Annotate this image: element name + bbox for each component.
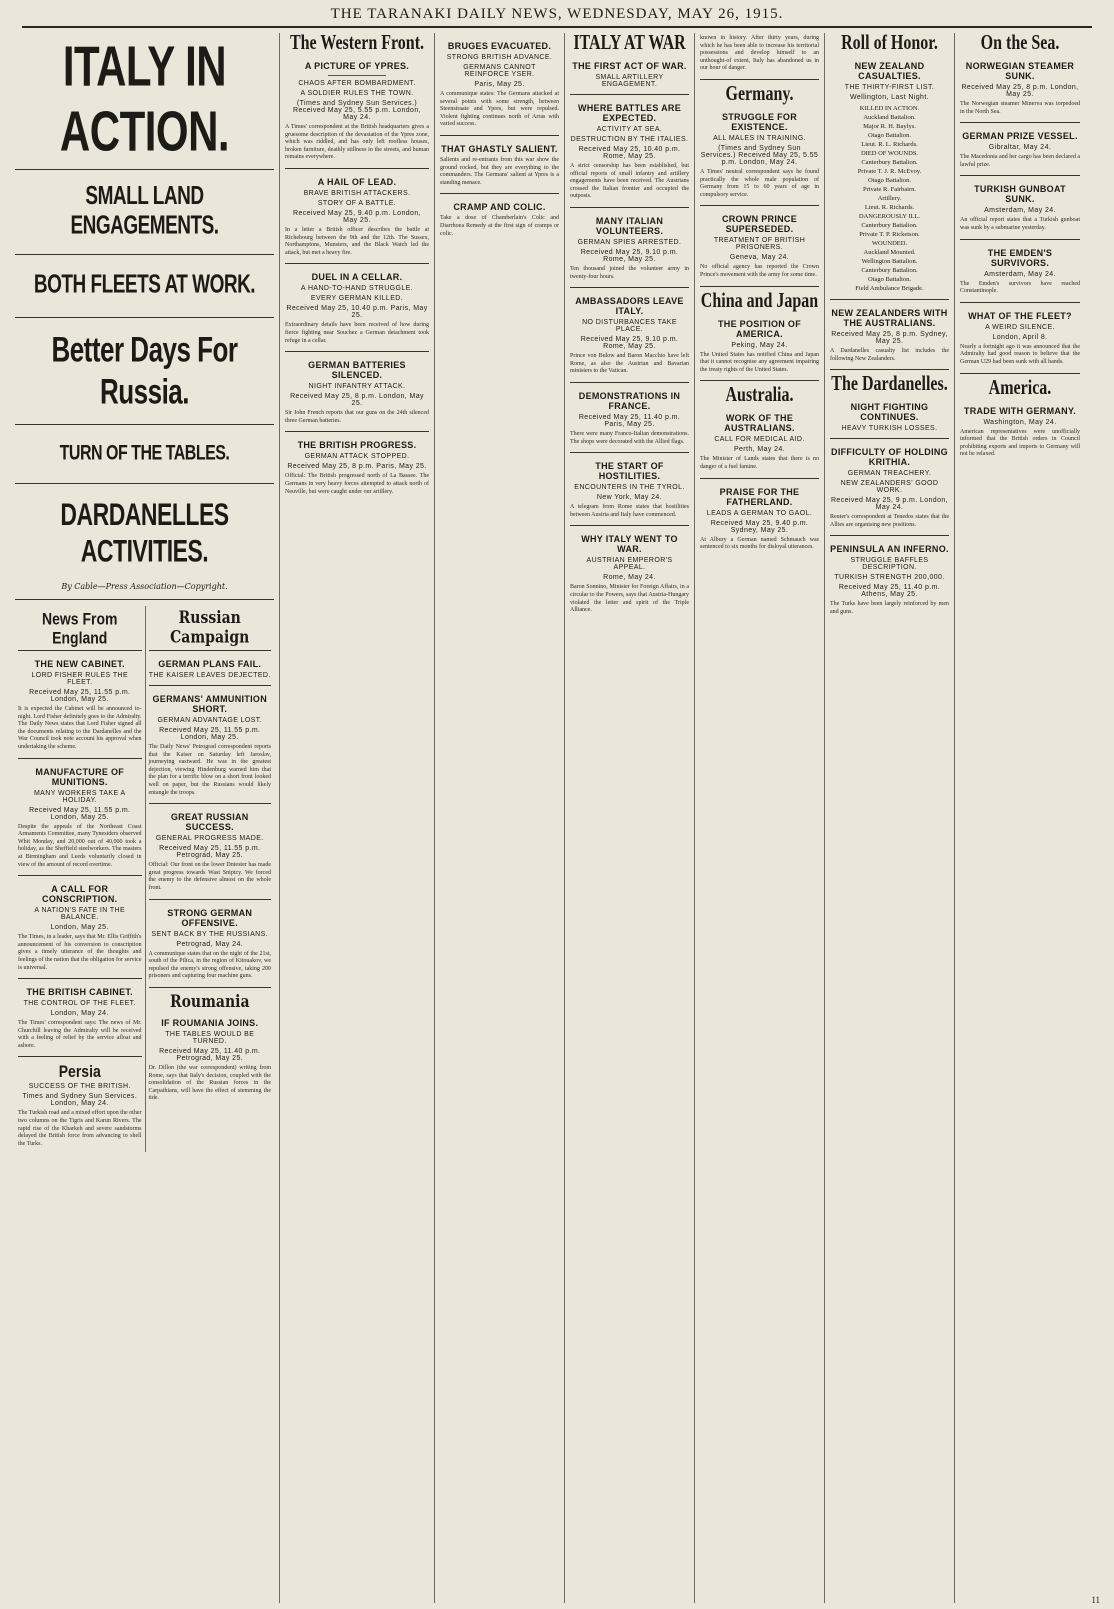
article-sub: STRUGGLE BAFFLES DESCRIPTION. (850, 557, 929, 572)
page-number: 11 (1091, 1595, 1100, 1605)
divider (18, 650, 142, 651)
article-head: BRUGES EVACUATED. (447, 41, 552, 51)
section-title: China and Japan (700, 289, 819, 312)
article-body: Nearly a fortnight ago it was announced that the Admiralty had good reason to believe that the German U29 had been sunk with all hands. (960, 343, 1080, 365)
article-body: Salients and re-entrants from this war show the ground rocked, but they are everything to the commanders. The Germans' salient at Ypres is a standing menace. (440, 156, 559, 186)
article-head: THE BRITISH PROGRESS. (297, 440, 417, 451)
article-head: A CALL FOR CONSCRIPTION. (42, 884, 118, 905)
list-item: Lieut. R. L. Richards. (861, 141, 918, 148)
article-body: A Times' neutral correspondent says he found practically the whole male population of Germany from 15 to 60 years of age in compulsory service. (700, 168, 819, 198)
column-roll-of-honor (825, 33, 955, 1603)
article-sub: ALL MALES IN TRAINING. (713, 134, 806, 142)
divider (570, 452, 689, 453)
article-sub: THE THIRTY-FIRST LIST. (844, 84, 935, 91)
article-body: The Norwegian steamer Minerva was torpedoed in the North Sea. (960, 101, 1080, 115)
headline-both-fleets: BOTH FLEETS AT WORK. (33, 271, 256, 300)
article-body: Ten thousand joined the volunteer army in twenty-four hours. (570, 265, 689, 280)
divider (328, 75, 386, 76)
divider (285, 168, 429, 169)
article-date: Received May 25, 8 p.m. London, May 25. (961, 84, 1079, 98)
article-body: Official: Our front on the lower Dniester has made great progress towards Wast Sniptcy. We forced the enemy to the defensive almost on the whole front. (148, 862, 271, 891)
article-date: New York, May 24. (596, 494, 663, 502)
article-sub: CHAOS AFTER BOMBARDMENT. (298, 80, 416, 87)
column-on-the-sea (955, 33, 1085, 1603)
article-head: PRAISE FOR THE FATHERLAND. (719, 486, 800, 507)
section-title: Roll of Honor. (841, 33, 938, 55)
list-item: Otago Battalion. (868, 177, 911, 184)
list-item: Canterbury Battalion. (861, 159, 918, 166)
divider (15, 599, 274, 600)
article-body: Dr. Dillon (the war correspondent) writing from Rome, says that Italy's decision, coupled with the consolidation of the Russian forces in the Carpathians, will have the effect of stemming the tide. (148, 1064, 271, 1102)
masthead: THE TARANAKI DAILY NEWS, WEDNESDAY, MAY 26, 1915. (22, 6, 1092, 28)
article-body: At Albury a German named Schmauch was sentenced to six months for disloyal utterances. (700, 536, 819, 551)
divider (830, 535, 949, 536)
divider (15, 254, 274, 255)
divider (960, 175, 1080, 176)
divider (18, 1056, 142, 1057)
article-body: The Times, in a leader, says that Mr. Ellis Griffith's announcement of his conversion to conscription gives a timely utterance of the thoughts and feelings of the nation that the obligation for service is universal. (18, 934, 142, 971)
article-sub: A WEIRD SILENCE. (985, 323, 1055, 331)
article-body: A telegram from Rome states that hostilities between Austria and Italy have commenced. (570, 504, 689, 518)
article-sub: SENT BACK BY THE RUSSIANS. (151, 930, 269, 938)
byline: By Cable—Press Association—Copyright. (61, 582, 228, 591)
article-head: GERMANS' AMMUNITION SHORT. (152, 694, 267, 714)
article-body: A communique states: The Germans attacked at several points with some strength, between Steenstraate and Ypres, but were repulsed. Violent fighting continues north of Arras with varied success. (440, 91, 559, 128)
article-date: Paris, May 25. (474, 81, 525, 88)
article-date: Washington, May 24. (983, 418, 1057, 426)
article-head: NORWEGIAN STEAMER SUNK. (965, 61, 1075, 81)
article-head: DUEL IN A CELLAR. (311, 272, 403, 283)
article-sub: A NATION'S FATE IN THE BALANCE. (34, 907, 126, 922)
subcolumn-russia (145, 606, 275, 1152)
article-date: Received May 25, 8 p.m. Paris, May 25. (287, 463, 427, 471)
article-sub: GERMAN TREACHERY. (847, 470, 932, 478)
list-item: Canterbury Battalion. (861, 267, 918, 274)
article-head: AMBASSADORS LEAVE ITALY. (575, 296, 684, 317)
article-head: WHERE BATTLES ARE EXPECTED. (577, 103, 682, 123)
list-item: Lieut. R. Richards. (864, 204, 915, 211)
article-date: (Times and Sydney Sun Services.) Received May 25, 5.55 p.m. London, May 24. (700, 144, 819, 166)
article-date: (Times and Sydney Sun Services.) Received May 25, 5.55 p.m. London, May 24. (292, 100, 421, 121)
divider (15, 424, 274, 425)
article-sub: NO DISTURBANCES TAKE PLACE. (582, 319, 677, 334)
column-italy-at-war (565, 33, 695, 1603)
article-head: GERMAN PRIZE VESSEL. (962, 131, 1078, 142)
divider (570, 94, 689, 95)
article-head: THE START OF HOSTILITIES. (595, 461, 664, 482)
article-head: MANUFACTURE OF MUNITIONS. (35, 766, 125, 787)
list-item: Auckland Battalion. (863, 114, 916, 121)
article-sub: ENCOUNTERS IN THE TYROL. (574, 484, 685, 492)
article-date: Received May 25, 11.40 p.m. Paris, May 25. (578, 413, 681, 428)
article-body: The Minister of Lands states that there is no danger of a fuel famine. (700, 456, 819, 470)
article-head: TURKISH GUNBOAT SUNK. (974, 184, 1066, 205)
section-title: Germany. (725, 83, 794, 106)
article-date: Received May 25, 10.40 p.m. Rome, May 25. (578, 146, 681, 160)
divider (149, 650, 272, 651)
list-item: Artillery. (877, 195, 902, 202)
list-item: Otago Battalion. (868, 132, 911, 139)
article-body: Extraordinary details have been received of how during fierce fighting near Souchez a German detachment took refuge in a cellar. (285, 322, 429, 344)
article-head: NIGHT FIGHTING CONTINUES. (850, 402, 929, 423)
article-body: The Emden's survivors have reached Constantinople. (960, 280, 1080, 295)
divider (285, 263, 429, 264)
article-body: The Turkish road and a mixed effort upon the other two columns on the Tigris and Karun Rivers. The rapid rise of the Kharkeh and severe sandstorms delayed the British force from advancing to shell the Turks. (18, 1110, 142, 1147)
article-date: Received May 25, 9.10 p.m. Rome, May 25. (580, 336, 679, 351)
divider (700, 205, 819, 206)
article-head: THE BRITISH CABINET. (26, 987, 133, 998)
article-body: American representatives were unofficially informed that the British orders in Council prohibiting exports and imports to Germany will not be relaxed. (960, 428, 1080, 458)
article-sub: GENERAL PROGRESS MADE. (155, 835, 264, 843)
article-sub: BRAVE BRITISH ATTACKERS. (303, 189, 411, 197)
article-date: Gibraltar, May 24. (988, 144, 1052, 152)
article-head: NEW ZEALANDERS WITH THE AUSTRALIANS. (831, 308, 948, 328)
article-sub: EVERY GERMAN KILLED. (310, 295, 404, 303)
article-sub: A HAND-TO-HAND STRUGGLE. (300, 285, 414, 293)
divider (440, 193, 559, 194)
divider (149, 685, 272, 686)
article-head: A PICTURE OF YPRES. (304, 61, 410, 71)
article-date: Received May 25, 11.55 p.m. Petrograd, May 25. (159, 845, 261, 860)
section-title: The Dardanelles. (831, 373, 948, 396)
article-date: Received May 25, 9.10 p.m. Rome, May 25. (580, 248, 679, 263)
article-date: Received May 25, 11.55 p.m. London, May 25. (29, 806, 131, 821)
divider (18, 758, 142, 759)
section-title: Persia (58, 1061, 101, 1082)
list-item: Private R. Fairbairn. (862, 186, 917, 193)
article-head: DEMONSTRATIONS IN FRANCE. (578, 390, 681, 411)
article-sub: THE CONTROL OF THE FLEET. (23, 1000, 136, 1008)
article-body: The Daily News' Petrograd correspondent reports that the Kaiser on Saturday left Jaroslav, journeying eastward. He was in the greatest dejection, viewing Hindenburg warned him that the plan for a terrific blow on a short front looked well on paper, but the Russians would likely entangle the troops. (148, 744, 271, 796)
lead-subcolumns (15, 606, 274, 1152)
article-date: Received May 25, 11.55 p.m. London, May 25. (159, 727, 261, 741)
divider (570, 207, 689, 208)
columns (10, 33, 1104, 1603)
section-title: On the Sea. (980, 33, 1060, 55)
article-date: London, May 25. (50, 924, 109, 932)
article-body: An official report states that a Turkish gunboat was sunk by a submarine yesterday. (960, 217, 1080, 231)
article-body: Prince von Bulow and Baron Macchio have left Rome, as also the Austrian and Bavarian ministers to the Vatican. (570, 353, 689, 375)
article-body: No official agency has reported the Crown Prince's movement with the army for some time. (700, 264, 819, 278)
article-date: Received May 25, 9 p.m. London, May 24. (830, 497, 949, 512)
divider (570, 382, 689, 383)
article-head: PENINSULA AN INFERNO. (830, 544, 949, 555)
article-sub: SUCCESS OF THE BRITISH. (28, 1083, 131, 1091)
article-sub: NEW ZEALANDERS' GOOD WORK. (840, 480, 939, 495)
divider (15, 483, 274, 484)
article-head: THE NEW CABINET. (34, 659, 125, 669)
list-item: DANGEROUSLY ILL. (858, 213, 921, 220)
article-date: Rome, May 24. (603, 574, 656, 582)
article-head: WHY ITALY WENT TO WAR. (581, 534, 678, 555)
list-item: DIED OF WOUNDS. (860, 150, 919, 157)
list-item: WOUNDED. (871, 240, 908, 247)
divider (285, 431, 429, 432)
article-body: Sir John French reports that our guns on the 24th silenced three German batteries. (285, 410, 429, 424)
article-body: Take a dose of Chamberlain's Colic and Diarrhoea Remedy at the first sign of cramps or colic. (440, 215, 559, 237)
divider (570, 525, 689, 526)
article-sub: AUSTRIAN EMPEROR'S APPEAL. (586, 557, 673, 572)
article-head: THE EMDEN'S SURVIVORS. (987, 247, 1053, 268)
article-sub: TURKISH STRENGTH 200,000. (834, 574, 945, 582)
section-title: ITALY AT WAR (573, 33, 686, 55)
column-lead (10, 33, 280, 1603)
article-head: NEW ZEALAND CASUALTIES. (854, 61, 925, 81)
divider (18, 875, 142, 876)
column-germany (695, 33, 825, 1603)
divider (960, 239, 1080, 240)
divider (15, 169, 274, 170)
article-head: STRUGGLE FOR EXISTENCE. (721, 111, 798, 132)
article-sub: THE KAISER LEAVES DEJECTED. (148, 672, 271, 679)
article-head: DIFFICULTY OF HOLDING KRITHIA. (831, 447, 948, 468)
article-head: GERMAN PLANS FAIL. (158, 659, 262, 669)
list-item: Private T. P. Ricketson. (859, 231, 920, 238)
article-body: There were many Franco-Italian demonstrations. The shops were decorated with the Allied flags. (570, 430, 689, 445)
divider (149, 987, 272, 988)
article-head: WHAT OF THE FLEET? (968, 310, 1072, 321)
article-sub: DESTRUCTION BY THE ITALIES. (570, 136, 689, 143)
article-date: Geneva, May 24. (729, 254, 790, 262)
article-date: London, April 8. (992, 333, 1048, 341)
article-body: A communique states that on the night of the 21st, south of the Pilica, in the region of Kitouakov, we repulsed the enemy's strong offensive, taking 200 prisoners and capturing four machine guns. (148, 950, 271, 980)
article-head: CROWN PRINCE SUPERSEDED. (721, 214, 798, 235)
article-body: Despite the appeals of the Northeast Coast Armaments Committee, many Tynesiders observed Whit Monday, and 20,000 out of 40,000 took a holiday, as the Sheffield steelworkers. The masters at Birmingham and Leeds voluntarily closed in view of the amount of record overtime. (18, 823, 142, 868)
divider (700, 478, 819, 479)
list-item: Field Ambulance Brigade. (855, 285, 924, 292)
article-head: WORK OF THE AUSTRALIANS. (724, 413, 795, 434)
divider (285, 351, 429, 352)
article-body: Official: The British progressed north of La Bassee. The Germans in very heavy forces attempted to attack north of Neuville, but were caught under our artillery. (285, 473, 429, 495)
article-sub: LORD FISHER RULES THE FLEET. (31, 672, 129, 686)
article-body: The Macedonia and her cargo has been declared a lawful prize. (960, 154, 1080, 168)
article-body: A Dardanelles casualty list includes the following New Zealanders. (830, 348, 949, 362)
casualty-list (830, 104, 949, 293)
article-date: Received May 25, 8 p.m. London, May 25. (290, 393, 424, 408)
article-date: Received May 25, 9.40 p.m. Sydney, May 25. (710, 519, 809, 534)
article-date: Times and Sydney Sun Services. London, May 24. (22, 1093, 138, 1108)
article-date: Received May 25, 11.55 p.m. London, May 25. (29, 689, 131, 703)
divider (700, 79, 819, 80)
divider (960, 122, 1080, 123)
divider (700, 286, 819, 287)
section-title: The Western Front. (289, 33, 425, 55)
article-head: MANY ITALIAN VOLUNTEERS. (595, 215, 664, 236)
article-date: Received May 25, 10.40 p.m. Paris, May 25. (286, 305, 428, 320)
divider (700, 380, 819, 381)
headline-small-land: SMALL LAND ENGAGEMENTS. (70, 182, 219, 241)
article-date: Received May 25, 9.40 p.m. London, May 25. (292, 209, 421, 224)
article-head: THAT GHASTLY SALIENT. (441, 143, 558, 154)
section-title: News From England (42, 608, 118, 648)
article-date: Peking, May 24. (731, 341, 788, 349)
article-head: A HAIL OF LEAD. (317, 176, 397, 187)
headline-dardanelles: DARDANELLES ACTIVITIES. (60, 496, 229, 569)
headline-better-days: Better Days For Russia. (51, 329, 238, 412)
article-sub: STRONG BRITISH ADVANCE. (446, 54, 553, 61)
article-body: It is expected the Cabinet will be announced to-night. Lord Fisher definitely goes to the Admiralty. The Daily News states that Lord Fisher signed all the documents relating to the Dardanelles and the War Council took note account his approval when undertaking the scheme. (18, 706, 142, 750)
section-title: Roumania (169, 992, 250, 1012)
list-item: Canterbury Battalion. (861, 222, 918, 229)
article-sub: GERMANS CANNOT REINFORCE YSER. (463, 64, 536, 78)
divider (960, 373, 1080, 374)
divider (18, 978, 142, 979)
subcolumn-england (15, 606, 145, 1152)
article-date: Received May 25, 11.40 p.m. Athens, May 25. (838, 584, 941, 599)
article-body: In a letter a British officer describes the battle at Richebourg between the 9th and the 12th. The Sussex, Northamptons, Munsters, and the Black Watch led the attack, but met a heavy fire. (285, 226, 429, 256)
article-date: Received May 25, 8 p.m. Sydney, May 25. (831, 331, 948, 345)
divider (149, 803, 272, 804)
article-sub: TREATMENT OF BRITISH PRISONERS. (713, 237, 806, 252)
article-body: The Times' correspondent says: The news of Mr. Churchill leaving the Admiralty will be received with a feeling of relief by the service afloat and ashore. (18, 1020, 142, 1049)
article-sub: CALL FOR MEDICAL AID. (714, 436, 805, 444)
article-sub: ACTIVITY AT SEA. (596, 126, 663, 133)
article-date: Perth, May 24. (733, 446, 786, 454)
article-sub: STORY OF A BATTLE. (317, 199, 397, 207)
article-head: THE FIRST ACT OF WAR. (572, 61, 687, 71)
list-item: Major R. H. Baylys. (863, 123, 916, 130)
headline-italy-in-action: ITALY IN ACTION. (59, 34, 230, 163)
list-item: KILLED IN ACTION. (859, 105, 920, 112)
article-sub: GERMAN ATTACK STOPPED. (304, 453, 410, 461)
article-sub: A SOLDIER RULES THE TOWN. (300, 90, 414, 97)
article-date: Received May 25, 11.40 p.m. Petrograd, May 25. (159, 1047, 261, 1062)
article-body: The Turks have been largely reinforced by men and guns. (830, 601, 949, 615)
list-item: Private T. J. R. McEvoy. (857, 168, 922, 175)
divider (149, 899, 272, 900)
article-sub: NIGHT INFANTRY ATTACK. (308, 383, 406, 391)
article-head: TRADE WITH GERMANY. (963, 405, 1077, 416)
article-head: IF ROUMANIA JOINS. (161, 1017, 259, 1028)
article-date: Wellington, Last Night. (849, 94, 930, 101)
divider (440, 135, 559, 136)
article-body: The United States has notified China and Japan that it cannot recognise any agreement impairing the treaty rights of the United States. (700, 351, 819, 373)
article-body: known in history. After thirty years, during which he has been able to increase his territorial possessions and develop himself to an unthought-of extent, Italy has abandoned us in our hour of danger. (700, 35, 819, 72)
list-item: Otago Battalion. (868, 276, 911, 283)
article-head: STRONG GERMAN OFFENSIVE. (167, 907, 253, 928)
divider (15, 317, 274, 318)
article-head: GREAT RUSSIAN SUCCESS. (170, 812, 249, 833)
article-head: THE POSITION OF AMERICA. (717, 318, 801, 339)
article-sub: GERMAN SPIES ARRESTED. (577, 238, 682, 246)
article-sub: LEADS A GERMAN TO GAOL. (706, 509, 813, 517)
list-item: Wellington Battalion. (861, 258, 918, 265)
divider (830, 438, 949, 439)
article-sub: MANY WORKERS TAKE A HOLIDAY. (33, 789, 126, 804)
section-title: America. (988, 376, 1052, 399)
divider (830, 299, 949, 300)
section-title: Russian Campaign (170, 608, 250, 648)
article-sub: SMALL ARTILLERY ENGAGEMENT. (595, 74, 664, 88)
article-date: Amsterdam, May 24. (984, 270, 1056, 278)
headline-turn-of-tables: TURN OF THE TABLES. (59, 441, 230, 465)
article-date: Amsterdam, May 24. (984, 207, 1056, 215)
article-body: Baron Sonnino, Minister for Foreign Affairs, in a circular to the Powers, says that Austria-Hungary violated the letter and spirit of the Triple Alliance. (570, 584, 689, 614)
article-head: GERMAN BATTERIES SILENCED. (308, 360, 406, 381)
article-head: CRAMP AND COLIC. (453, 202, 546, 213)
article-sub: THE TABLES WOULD BE TURNED. (165, 1030, 255, 1045)
section-title: Australia. (725, 384, 794, 407)
divider (830, 369, 949, 370)
divider (960, 302, 1080, 303)
article-body: A Times' correspondent at the British headquarters gives a gruesome description of the devastation of the Ypres zone, which was riddled, and has only left roofless houses, broken furniture, deathly stillness in the streets, and human remains everywhere. (285, 124, 429, 161)
article-sub: HEAVY TURKISH LOSSES. (841, 425, 938, 433)
column-bruges (435, 33, 565, 1603)
column-western-front (280, 33, 435, 1603)
article-date: Petrograd, May 24. (176, 940, 244, 948)
article-body: Reuter's correspondent at Tenedos states that the Allies are organising new positions. (830, 514, 949, 528)
divider (570, 287, 689, 288)
article-date: London, May 24. (50, 1010, 109, 1018)
article-body: A strict censorship has been established, but official reports of small infantry and artillery engagements have been received. The Austrians crossed the Italian frontier and occupied the outposts. (570, 163, 689, 200)
list-item: Auckland Mounted. (863, 249, 916, 256)
article-sub: GERMAN ADVANTAGE LOST. (157, 717, 263, 724)
